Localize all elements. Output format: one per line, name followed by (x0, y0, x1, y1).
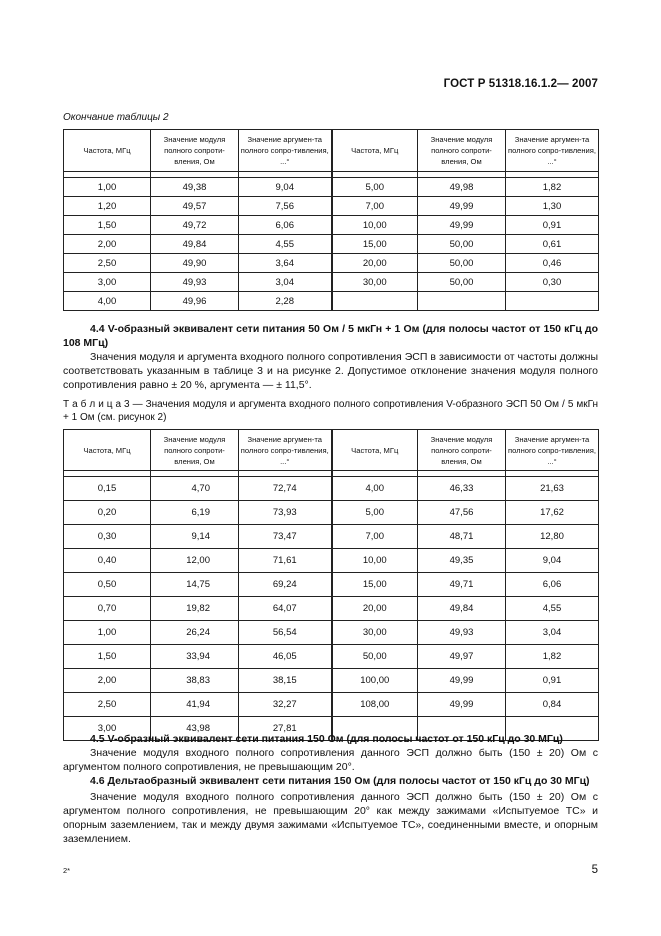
table2-header-cell: Значение аргумен-та полного сопро-тивления, ...° (506, 130, 599, 172)
table-row (64, 693, 599, 717)
table3-cell: 7,00 (332, 525, 418, 549)
table2-cell: 49,84 (151, 235, 239, 254)
table2-cell: 0,91 (506, 216, 599, 235)
table2-cell: 49,99 (418, 197, 506, 216)
table2-header-cell: Частота, МГц (332, 130, 418, 172)
table3-cell: 2,50 (64, 693, 151, 717)
page-number: 5 (591, 864, 598, 876)
table2-header-cell: Значение аргумен-та полного сопро-тивления, ...° (239, 130, 332, 172)
table3-cell: 47,56 (418, 501, 506, 525)
table2-cell: 7,56 (239, 197, 332, 216)
table2-cell: 3,04 (239, 273, 332, 292)
table3-cell: 1,00 (64, 621, 151, 645)
table3-cell: 15,00 (332, 573, 418, 597)
table3-cell: 49,35 (418, 549, 506, 573)
table3-cell: 69,24 (239, 573, 332, 597)
table3-cell: 3,00 (64, 717, 151, 741)
table3-cell: 4,70 (151, 477, 239, 501)
table2-cell: 20,00 (332, 254, 418, 273)
table2-cell: 30,00 (332, 273, 418, 292)
table3-cell: 1,50 (64, 645, 151, 669)
table2-cell: 2,28 (239, 292, 332, 311)
table3-cell: 4,55 (506, 597, 599, 621)
table3-cell: 46,05 (239, 645, 332, 669)
table3-cell: 10,00 (332, 549, 418, 573)
table3-cell: 0,40 (64, 549, 151, 573)
table2-cell (506, 292, 599, 311)
table-row (64, 235, 599, 254)
table3-cell: 56,54 (239, 621, 332, 645)
table3-cell: 64,07 (239, 597, 332, 621)
table2-cell: 49,90 (151, 254, 239, 273)
section-4-4-title: 4.4 V-образный эквивалент сети питания 50 Ом / 5 мкГн + 1 Ом (для полосы частот от 150 кГц до 108 МГц) (63, 323, 598, 349)
table-row (64, 549, 599, 573)
table2-cell: 5,00 (332, 178, 418, 197)
table3-cell: 3,04 (506, 621, 599, 645)
table2-cell: 49,38 (151, 178, 239, 197)
section-4-4-text: Значения модуля и аргумента входного полного сопротивления ЭСП в зависимости от частоты должны соответствовать указанным в таблице 3 и на рисунке 2. Допустимое отклонение значения модуля полного сопротивления равно ± 20 %, аргумента — ± 11,5°. (63, 351, 598, 391)
table2-cell: 3,64 (239, 254, 332, 273)
table-row (64, 621, 599, 645)
table-row (64, 597, 599, 621)
table-row (64, 645, 599, 669)
table3-header-cell: Значение модуля полного сопроти-вления, Ом (151, 430, 239, 471)
table2-header-cell: Значение модуля полного сопроти-вления, Ом (418, 130, 506, 172)
table3-header-cell: Частота, МГц (332, 430, 418, 471)
table2-cell: 1,00 (64, 178, 151, 197)
table2-header-cell: Значение модуля полного сопроти-вления, Ом (151, 130, 239, 172)
table-row (64, 525, 599, 549)
section-4-4 (63, 322, 598, 392)
footer-mark: 2* (63, 866, 71, 875)
table2-cell: 4,55 (239, 235, 332, 254)
table2-cell: 15,00 (332, 235, 418, 254)
table3-cell: 73,47 (239, 525, 332, 549)
table3-header-cell: Значение модуля полного сопроти-вления, Ом (418, 430, 506, 471)
table3-cell: 6,06 (506, 573, 599, 597)
table3-cell: 49,84 (418, 597, 506, 621)
table2-cell: 1,30 (506, 197, 599, 216)
table3-cell: 2,00 (64, 669, 151, 693)
table3-cell: 49,99 (418, 693, 506, 717)
table3-cell: 9,04 (506, 549, 599, 573)
table2-cell: 1,20 (64, 197, 151, 216)
table-row (64, 573, 599, 597)
table3-cell: 12,00 (151, 549, 239, 573)
table3-cell: 9,14 (151, 525, 239, 549)
table3-header-cell: Значение аргумен-та полного сопро-тивления, ...° (239, 430, 332, 471)
table3-cell: 108,00 (332, 693, 418, 717)
table3-cell: 100,00 (332, 669, 418, 693)
section-4-5-title: 4.5 V-образный эквивалент сети питания 150 Ом (для полосы частот от 150 кГц до 30 МГц) (90, 733, 563, 745)
table3-cell: 49,71 (418, 573, 506, 597)
table3-cell: 38,15 (239, 669, 332, 693)
table2-cell (332, 292, 418, 311)
table3-cell: 1,82 (506, 645, 599, 669)
table3-cell: 21,63 (506, 477, 599, 501)
table3-cell: 49,93 (418, 621, 506, 645)
section-4-6-text: Значение модуля входного полного сопротивления данного ЭСП должно быть (150 ± 20) Ом с аргументом полного сопротивления, не превышающим 20° как между зажимами «Испытуемое ТС» и опорным заземлением, так и между двумя зажимами «Испытуемое ТС», соединенными вместе, и опорным заземлением. (63, 791, 598, 845)
table2-cell: 50,00 (418, 254, 506, 273)
table2-header-cell: Частота, МГц (64, 130, 151, 172)
table2-cell: 0,46 (506, 254, 599, 273)
table3-cell: 41,94 (151, 693, 239, 717)
table2-cell: 49,99 (418, 216, 506, 235)
table3-cell: 32,27 (239, 693, 332, 717)
table2-cell: 2,00 (64, 235, 151, 254)
table-row (64, 501, 599, 525)
table3-cell: 0,15 (64, 477, 151, 501)
table2-cell: 50,00 (418, 273, 506, 292)
table3-cell: 49,97 (418, 645, 506, 669)
table-row (64, 216, 599, 235)
table2-cell: 1,50 (64, 216, 151, 235)
table3-header-cell: Значение аргумен-та полного сопро-тивления, ...° (506, 430, 599, 471)
table3-cell: 48,71 (418, 525, 506, 549)
table3-cell: 72,74 (239, 477, 332, 501)
table3-cell: 6,19 (151, 501, 239, 525)
table2-cell: 50,00 (418, 235, 506, 254)
table-row (64, 178, 599, 197)
table3-cell: 4,00 (332, 477, 418, 501)
table2-cell: 0,61 (506, 235, 599, 254)
table2-cell: 49,57 (151, 197, 239, 216)
table3-cell: 50,00 (332, 645, 418, 669)
table2 (63, 129, 599, 311)
table3-cell: 71,61 (239, 549, 332, 573)
table3-cell: 46,33 (418, 477, 506, 501)
table3-cell: 26,24 (151, 621, 239, 645)
table2-caption: Окончание таблицы 2 (63, 112, 169, 123)
table2-cell: 9,04 (239, 178, 332, 197)
table2-cell: 0,30 (506, 273, 599, 292)
table3 (63, 429, 599, 741)
section-4-6-title: 4.6 Дельтаобразный эквивалент сети питания 150 Ом (для полосы частот от 150 кГц до 30 МГц) (90, 775, 590, 787)
table3-cell: 0,30 (64, 525, 151, 549)
table3-cell: 17,62 (506, 501, 599, 525)
table3-cell: 0,91 (506, 669, 599, 693)
table3-cell: 0,50 (64, 573, 151, 597)
document-header: ГОСТ Р 51318.16.1.2— 2007 (443, 78, 598, 90)
table3-cell: 0,70 (64, 597, 151, 621)
table2-cell: 3,00 (64, 273, 151, 292)
table-row (64, 254, 599, 273)
table3-cell: 0,84 (506, 693, 599, 717)
table2-cell: 1,82 (506, 178, 599, 197)
table3-cell: 43,98 (151, 717, 239, 741)
table-row (64, 669, 599, 693)
section-4-5-text: Значение модуля входного полного сопротивления данного ЭСП должно быть (150 ± 20) Ом с аргументом полного сопротивления, не превышающим 20°. (63, 747, 598, 773)
table3-cell: 30,00 (332, 621, 418, 645)
table3-cell: 5,00 (332, 501, 418, 525)
table3-cell: 27,81 (239, 717, 332, 741)
table2-cell: 4,00 (64, 292, 151, 311)
table2-cell: 10,00 (332, 216, 418, 235)
table3-cell: 38,83 (151, 669, 239, 693)
table3-cell: 49,99 (418, 669, 506, 693)
table3-cell: 12,80 (506, 525, 599, 549)
table3-cell: 73,93 (239, 501, 332, 525)
table-row (64, 197, 599, 216)
table2-cell: 2,50 (64, 254, 151, 273)
table3-caption: Т а б л и ц а 3 — Значения модуля и аргумента входного полного сопротивления V-образного ЭСП 50 Ом / 5 мкГн + 1 Ом (см. рисунок 2) (63, 399, 598, 423)
table2-cell: 6,06 (239, 216, 332, 235)
table3-header-cell: Частота, МГц (64, 430, 151, 471)
table3-cell: 20,00 (332, 597, 418, 621)
table3-cell: 14,75 (151, 573, 239, 597)
table-row (64, 273, 599, 292)
table3-cell: 0,20 (64, 501, 151, 525)
table3-cell: 33,94 (151, 645, 239, 669)
table-row (64, 477, 599, 501)
table-row (64, 292, 599, 311)
table2-cell (418, 292, 506, 311)
table2-cell: 49,96 (151, 292, 239, 311)
table2-cell: 49,98 (418, 178, 506, 197)
table2-cell: 7,00 (332, 197, 418, 216)
sections-4-5-4-6 (63, 732, 598, 846)
table2-cell: 49,93 (151, 273, 239, 292)
table3-cell: 19,82 (151, 597, 239, 621)
table2-cell: 49,72 (151, 216, 239, 235)
